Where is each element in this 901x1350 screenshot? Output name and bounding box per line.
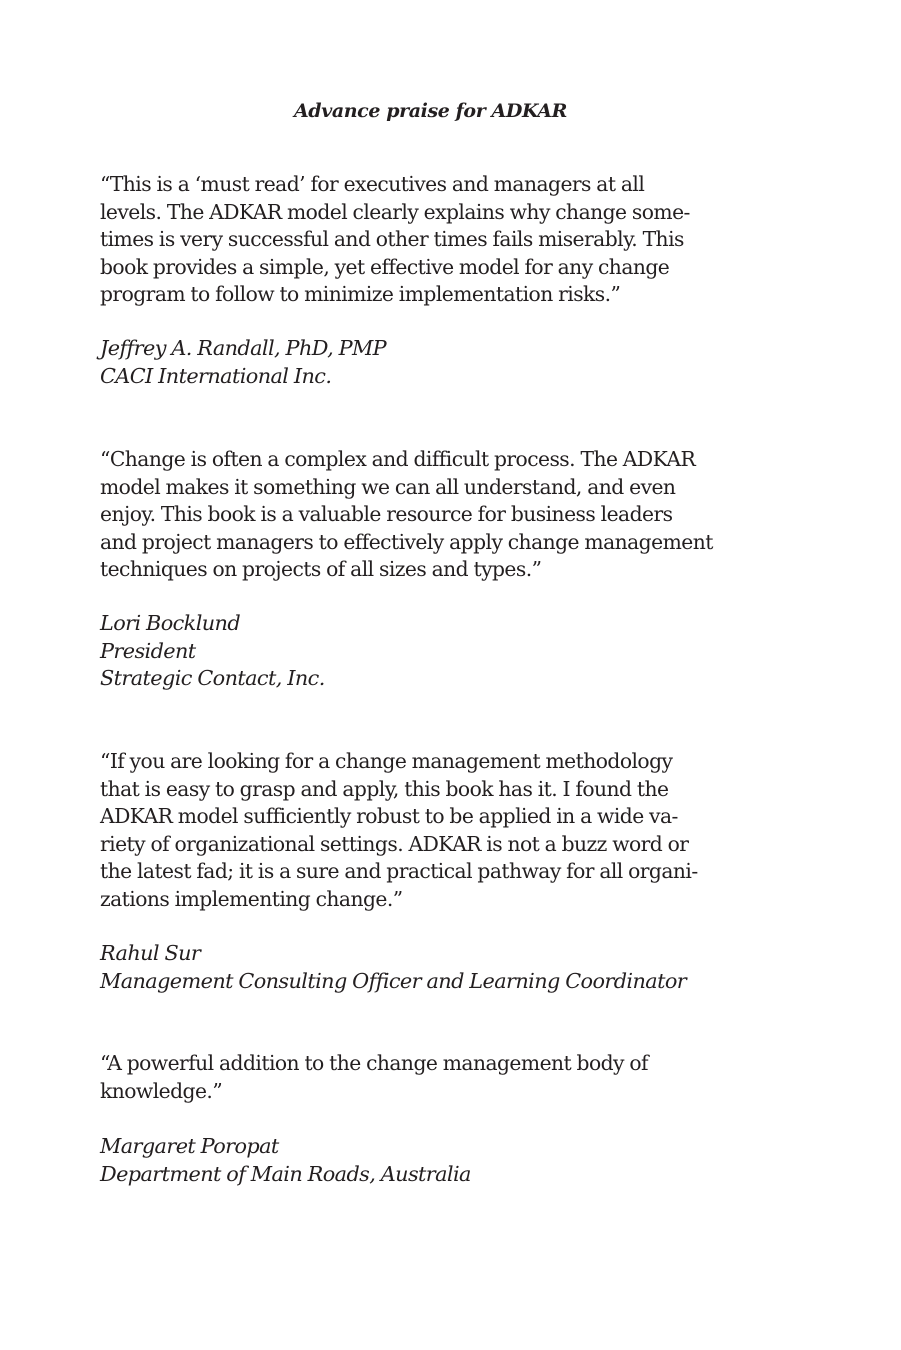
- endorsement-attribution: [100, 610, 325, 693]
- attribution-organization: Strategic Contact, Inc.: [100, 666, 325, 690]
- endorsement-quote: [100, 1050, 648, 1105]
- attribution-organization: Department of Main Roads, Australia: [100, 1161, 471, 1186]
- quote-line: program to follow to minimize implementation risks.”: [100, 282, 621, 306]
- endorsement-quote: [100, 446, 713, 584]
- quote-line: book provides a simple, yet effective model for any change: [100, 254, 670, 279]
- attribution-name: Lori Bocklund: [100, 611, 241, 635]
- quote-line: levels. The ADKAR model clearly explains why change some-: [100, 199, 690, 224]
- quote-line: knowledge.”: [100, 1078, 223, 1103]
- quote-line: “A powerful addition to the change management body of: [100, 1051, 648, 1075]
- endorsement-quote: [100, 748, 698, 913]
- quote-line: enjoy. This book is a valuable resource for business leaders: [100, 502, 673, 526]
- endorsement-quote: [100, 171, 690, 309]
- quote-line: riety of organizational settings. ADKAR is not a buzz word or: [100, 831, 689, 856]
- page-title: Advance praise for ADKAR: [293, 100, 568, 122]
- endorsement-attribution: [100, 335, 386, 390]
- quote-line: the latest fad; it is a sure and practical pathway for all organi-: [100, 859, 698, 883]
- quote-line: that is easy to grasp and apply, this book has it. I found the: [100, 776, 669, 801]
- quote-line: techniques on projects of all sizes and types.”: [100, 557, 542, 581]
- attribution-role: Management Consulting Officer and Learning Coordinator: [100, 968, 687, 993]
- quote-line: and project managers to effectively apply change management: [100, 529, 713, 554]
- attribution-role: President: [100, 638, 196, 663]
- quote-line: times is very successful and other times fails miserably. This: [100, 227, 684, 251]
- quote-line: “If you are looking for a change management methodology: [100, 749, 673, 773]
- endorsement-attribution: [100, 940, 686, 995]
- attribution-name: Margaret Poropat: [100, 1134, 279, 1158]
- attribution-organization: CACI International Inc.: [100, 363, 332, 388]
- quote-line: “This is a ‘must read’ for executives and managers at all: [100, 172, 645, 196]
- quote-line: zations implementing change.”: [100, 886, 403, 911]
- attribution-name: Jeffrey A. Randall, PhD, PMP: [100, 336, 387, 360]
- quote-line: model makes it something we can all understand, and even: [100, 474, 676, 499]
- quote-line: ADKAR model sufficiently robust to be applied in a wide va-: [100, 804, 678, 828]
- attribution-name: Rahul Sur: [100, 941, 201, 965]
- quote-line: “Change is often a complex and difficult process. The ADKAR: [100, 447, 696, 471]
- endorsement-attribution: [100, 1133, 471, 1188]
